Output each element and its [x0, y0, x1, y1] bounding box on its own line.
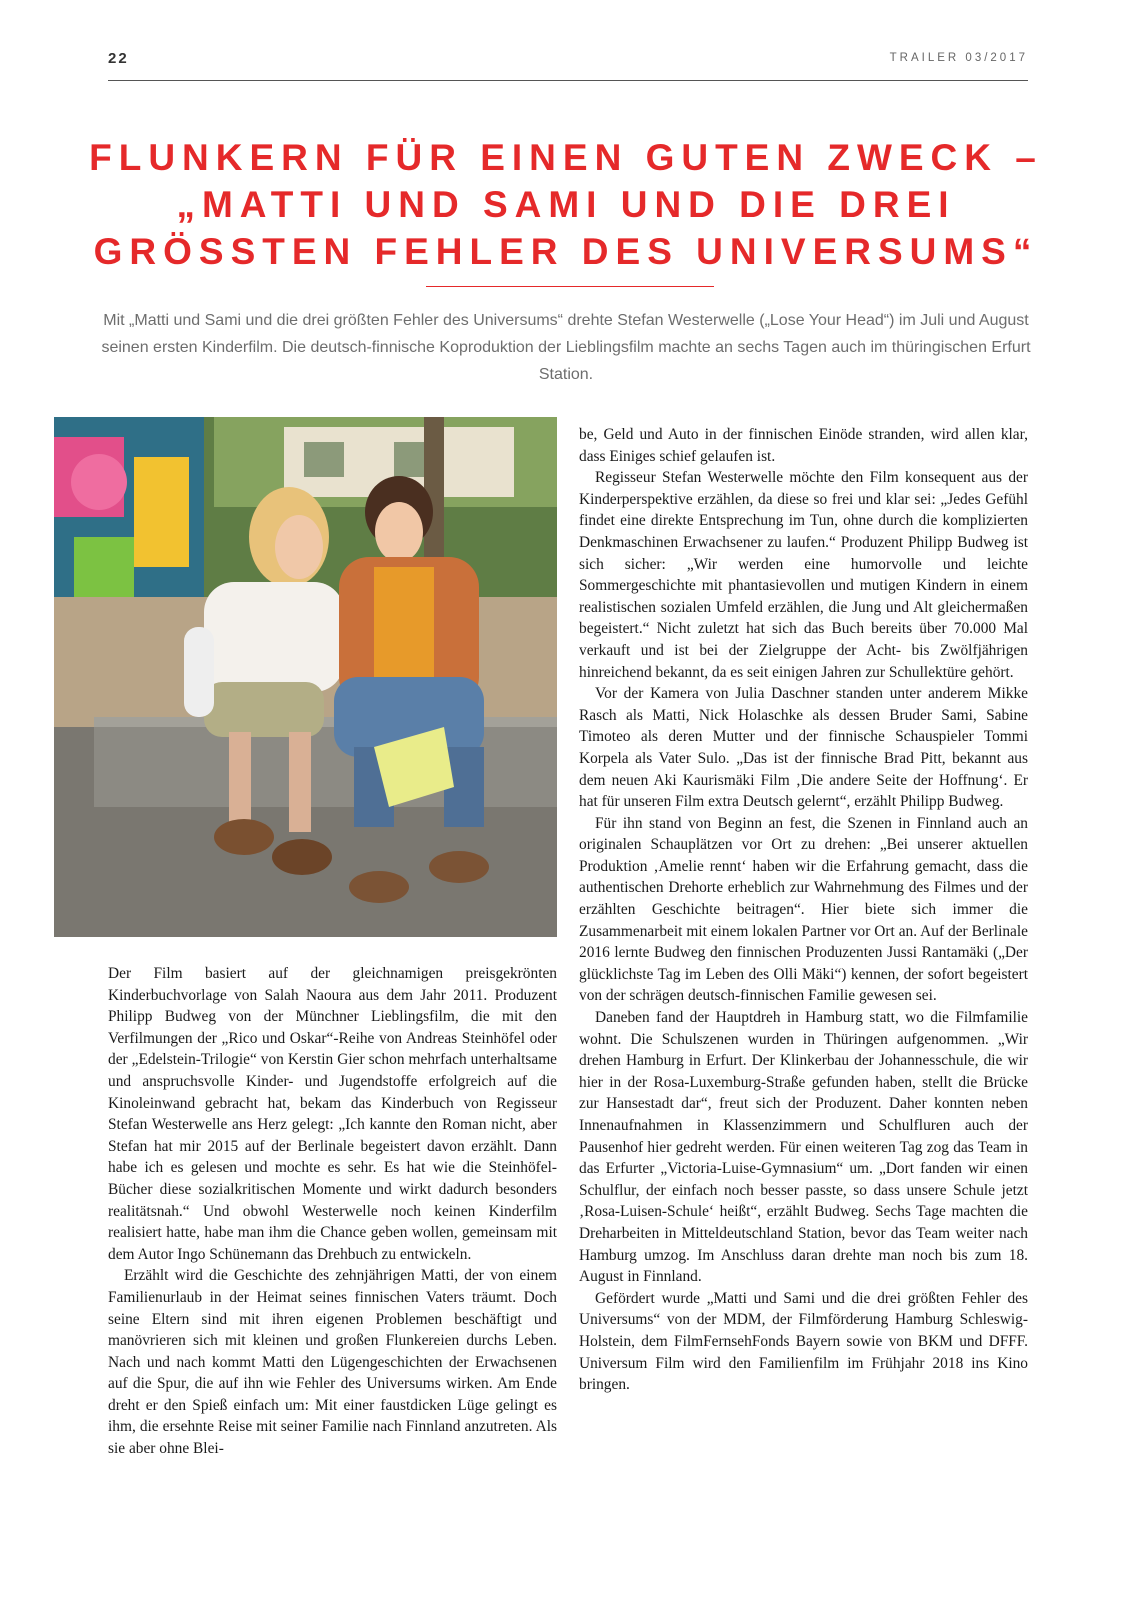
- photo-illustration: [54, 417, 557, 937]
- article-lead: Mit „Matti und Sami und die drei größten Fehler des Universums“ drehte Stefan Westerwelle („Lose Your Head“) im Juli und August seinen ersten Kinderfilm. Die deutsch-finnische Koproduktion der Lieblingsfilm machte an sechs Tagen auch im thüringischen Erfurt Station.: [101, 312, 1031, 383]
- page-header: [108, 50, 1028, 81]
- magazine-issue: TRAILER 03/2017: [889, 52, 1028, 64]
- title-line-2: „MATTI UND SAMI UND DIE DREI: [176, 184, 956, 225]
- page-number: 22: [108, 50, 129, 67]
- body-paragraph: Erzählt wird die Geschichte des zehnjährigen Matti, der von einem Familienurlaub in der Heimat seines finnischen Vaters träumt. Doch seine Eltern sind mit ihren eigenen Problemen beschäftigt und manövrieren sich mit kleinen und großen Flunkereien durchs Leben. Nach und nach kommt Matti den Lügengeschichten der Erwachsenen auf die Spur, die auf ihn wie Fehler des Universums wirken. Am Ende dreht er den Spieß einfach um: Mit einer faustdicken Lüge gelingt es ihm, die ersehnte Reise mit seiner Familie nach Finnland anzutreten. Als sie aber ohne Blei-: [108, 1267, 557, 1458]
- body-paragraph: Der Film basiert auf der gleichnamigen preisgekrönten Kinderbuchvorlage von Salah Naoura aus dem Jahr 2011. Produzent Philipp Budweg von der Münchner Lieblingsfilm, die mit den Verfilmungen der „Rico und Oskar“-Reihe von Andreas Steinhöfel oder der „Edelstein-Trilogie“ von Kerstin Gier schon mehrfach unterhaltsame und anspruchsvolle Kinder- und Jugendstoffe erfolgreich auf die Kinoleinwand gebracht hat, bekam das Kinderbuch von Regisseur Stefan Westerwelle ans Herz gelegt: „Ich kannte den Roman nicht, aber Stefan hat mir 2015 auf der Berlinale begeistert davon erzählt. Dann habe ich es gelesen und mochte es sehr. Es hat wie die Steinhöfel-Bücher diese sozialkritischen Momente und wirkt dadurch besonders realitätsnah.“ Und obwohl Westerwelle noch keinen Kinderfilm realisiert hatte, habe man ihm die Chance geben wollen, gemeinsam mit dem Autor Ingo Schünemann das Drehbuch zu entwickeln.: [108, 965, 557, 1263]
- title-divider: [426, 286, 714, 287]
- text-column-right: [579, 424, 1028, 1396]
- title-line-1: FLUNKERN FÜR EINEN GUTEN ZWECK –: [89, 137, 1043, 178]
- body-paragraph: Für ihn stand von Beginn an fest, die Szenen in Finnland auch an originalen Schauplätzen vor Ort zu drehen: „Bei unserer aktuellen Produktion ‚Amelie rennt‘ haben wir die Erfahrung gemacht, dass die authentischen Drehorte erheblich zur Wahrnehmung des Filmes und der erzählten Geschichte beitragen“. Hier biete sich immer die Zusammenarbeit mit einem lokalen Partner vor Ort an. Auf der Berlinale 2016 lernte Budweg den finnischen Produzenten Jussi Rantamäki („Der glücklichste Tag im Leben des Olli Mäki“) kennen, der sofort begeistert von der schrägen deutsch-finnischen Familie gewesen sei.: [579, 814, 1028, 1005]
- body-paragraph: be, Geld und Auto in der finnischen Einöde stranden, wird allen klar, dass Einiges schief gelaufen ist.: [579, 426, 1028, 465]
- article-photo: [54, 417, 557, 937]
- body-paragraph: Daneben fand der Hauptdreh in Hamburg statt, wo die Filmfamilie wohnt. Die Schulszenen wurden in Thüringen aufgenommen. „Wir drehen Hamburg in Erfurt. Der Klinkerbau der Johannesschule, die wir hier in der Rosa-Luxemburg-Straße gefunden haben, stellt die Brücke zur Hansestadt dar“, freut sich der Produzent. Daher konnten neben Innenaufnahmen in Klassenzimmern und Schulfluren auch der Pausenhof hier gedreht werden. Für einen weiteren Tag zog das Team in das Erfurter „Victoria-Luise-Gymnasium“ um. „Dort fanden wir einen Schulflur, der einfach noch besser passte, so dass unsere Schule jetzt ‚Rosa-Luisen-Schule‘ heißt“, erzählt Budweg. Sechs Tage machten die Dreharbeiten in Mitteldeutschland Station, bevor das Team weiter nach Hamburg umzog. Im Anschluss daran drehte man noch bis zum 18. August in Finnland.: [579, 1009, 1028, 1286]
- article-title: [60, 134, 1072, 275]
- body-paragraph: Vor der Kamera von Julia Daschner standen unter anderem Mikke Rasch als Matti, Nick Holaschke als dessen Bruder Sami, Sabine Timoteo als deren Mutter und der finnische Schauspieler Tommi Korpela als Vater Sulo. „Das ist der finnische Brad Pitt, bekannt aus dem neuen Aki Kaurismäki Film ‚Die andere Seite der Hoffnung‘. Er hat für unseren Film extra Deutsch gelernt“, erzählt Philipp Budweg.: [579, 685, 1028, 811]
- text-column-left: [108, 963, 557, 1460]
- body-paragraph: Regisseur Stefan Westerwelle möchte den Film konsequent aus der Kinderperspektive erzählen, da diese so frei und klar sei: „Jedes Gefühl findet eine direkte Entsprechung im Tun, ohne durch die komplizierten Denkmaschinen Erwachsener zu laufen.“ Produzent Philipp Budweg ist sich sicher: „Wir werden eine humorvolle und leichte Sommergeschichte mit phantasievollen und mutigen Kindern in einem realistischen sozialen Umfeld erzählen, die Jung und Alt gleichermaßen begeistert.“ Nicht zuletzt hat sich das Buch bereits über 70.000 Mal verkauft und ist bei der Zielgruppe der Acht- bis Zwölfjährigen hinreichend bekannt, da es seit einigen Jahren zur Schullektüre gehört.: [579, 469, 1028, 681]
- body-paragraph: Gefördert wurde „Matti und Sami und die drei größten Fehler des Universums“ von der MDM, der Filmförderung Hamburg Schleswig-Holstein, dem FilmFernsehFonds Bayern sowie von BKM und DFFF. Universum Film wird den Familienfilm im Frühjahr 2018 ins Kino bringen.: [579, 1289, 1028, 1394]
- title-line-3: GRÖSSTEN FEHLER DES UNIVERSUMS“: [93, 231, 1039, 272]
